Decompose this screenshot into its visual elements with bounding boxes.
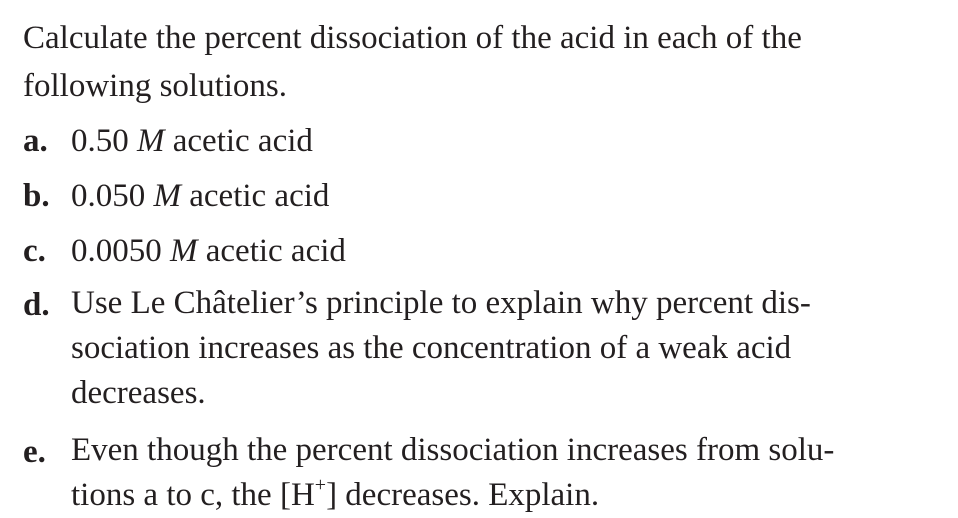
sub-question-letter: e.: [23, 434, 46, 470]
text-line: Use Le Châtelier’s principle to explain why percent dis-: [71, 285, 811, 321]
text-line: Even though the percent dissociation increases from solu-: [71, 432, 835, 468]
sub-question-c: [23, 227, 945, 275]
sub-question-a: [23, 117, 945, 165]
sub-question-letter: a.: [23, 123, 48, 159]
sub-question-text: [71, 428, 945, 518]
sub-question-text: 0.050 M acetic acid: [71, 178, 330, 214]
stem-line-1: Calculate the percent dissociation of the acid in each of the: [23, 20, 802, 56]
text-line: tions a to c, the [H+] decreases. Explain.: [71, 474, 600, 513]
sub-question-b: [23, 172, 945, 220]
sub-question-e: [23, 428, 945, 518]
sub-question-list: [23, 117, 945, 518]
text-line: decreases.: [71, 375, 206, 411]
text-line: sociation increases as the concentration of a weak acid: [71, 330, 792, 366]
sub-question-text: 0.50 M acetic acid: [71, 123, 313, 159]
sub-question-letter: c.: [23, 233, 46, 269]
superscript-charge: +: [314, 474, 327, 496]
problem-block: [23, 14, 945, 518]
sub-question-letter: b.: [23, 178, 50, 214]
stem-line-2: following solutions.: [23, 68, 288, 104]
sub-question-text: 0.0050 M acetic acid: [71, 233, 346, 269]
sub-question-text: [71, 281, 945, 416]
problem-stem: [23, 14, 945, 110]
sub-question-d: [23, 281, 945, 416]
sub-question-letter: d.: [23, 287, 50, 323]
